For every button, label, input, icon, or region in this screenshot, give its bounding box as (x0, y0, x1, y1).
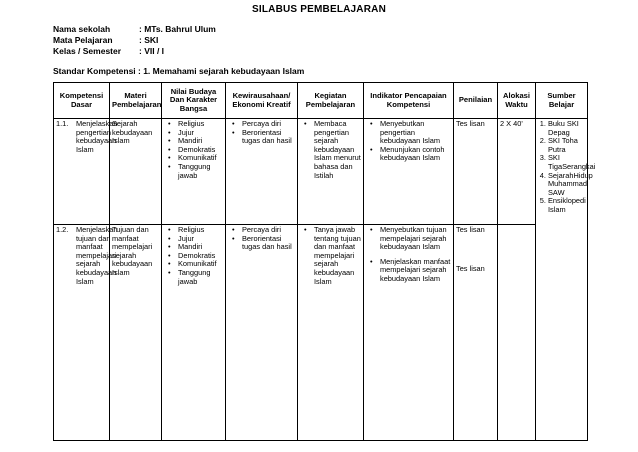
cell-alokasi: 2 X 40' (498, 119, 536, 225)
meta-row (53, 35, 216, 46)
meta-key: Mata Pelajaran (53, 35, 113, 45)
meta-value: : VII / I (139, 46, 165, 56)
meta-value: : SKI (139, 35, 159, 45)
cell-kegiatan (298, 225, 364, 441)
list-item: • Percaya diri (242, 120, 295, 129)
standar-kompetensi: Standar Kompetensi : 1. Memahami sejarah kebudayaan Islam (53, 66, 305, 76)
header-nilai: Nilai Budaya Dan Karakter Bangsa (162, 83, 226, 119)
meta-key: Nama sekolah (53, 24, 111, 34)
cell-indikator (364, 119, 454, 225)
cell-kegiatan (298, 119, 364, 225)
list-item: • Tanya jawab tentang tujuan dan manfaat mempelajari sejarah kebudayaan Islam (314, 226, 361, 286)
list-item: • Mandiri (178, 137, 223, 146)
list-item: 3. SKI TigaSerangkai (548, 154, 585, 171)
meta-key: Kelas / Semester (53, 46, 122, 56)
list-item: • Menunjukan contoh kebudayaan Islam (380, 146, 451, 163)
cell-nilai (162, 225, 226, 441)
kd-number: 1.2. (56, 225, 69, 234)
list-item: • Komunikatif (178, 260, 223, 269)
list-item: • Menyebutkan pengertian kebudayaan Islam (380, 120, 451, 146)
list-item: • Berorientasi tugas dan hasil (242, 235, 295, 252)
kd-text: Menjelaskan tujuan dan manfaat mempelajari sejarah kebudayaan Islam (76, 225, 118, 286)
cell-penilaian (454, 225, 498, 441)
table-header-row (54, 83, 588, 119)
list-item: 4. SejarahHidup Muhammad SAW (548, 172, 585, 198)
list-item: • Jujur (178, 129, 223, 138)
meta-value: : MTs. Bahrul Ulum (139, 24, 216, 34)
list-item: • Mandiri (178, 243, 223, 252)
meta-row (53, 46, 216, 57)
cell-materi: Tujuan dan manfaat mempelajari sejarah kebudayaan Islam (110, 225, 162, 441)
penilaian-item: Tes lisan (456, 225, 485, 234)
list-item: • Berorientasi tugas dan hasil (242, 129, 295, 146)
header-alokasi: Alokasi Waktu (498, 83, 536, 119)
page-title: SILABUS PEMBELAJARAN (251, 4, 386, 15)
header-sumber: Sumber Belajar (536, 83, 588, 119)
cell-kewira (226, 119, 298, 225)
list-item: 5. Ensiklopedi Islam (548, 197, 585, 214)
cell-penilaian: Tes lisan (454, 119, 498, 225)
meta-row (53, 24, 216, 35)
kd-text: Menjelaskan pengertian kebudayaan Islam (76, 119, 118, 154)
list-item: • Tanggung jawab (178, 269, 223, 286)
cell-indikator (364, 225, 454, 441)
header-kegiatan: Kegiatan Pembelajaran (298, 83, 364, 119)
list-item: • Percaya diri (242, 226, 295, 235)
syllabus-table (53, 82, 596, 441)
list-item: • Religius (178, 226, 223, 235)
document-meta (53, 24, 216, 57)
cell-materi: Sejarah kebudayaan Islam (110, 119, 162, 225)
list-item: • Demokratis (178, 252, 223, 261)
header-materi: Materi Pembelajaran (110, 83, 162, 119)
cell-kd (54, 119, 118, 225)
list-item: • Jujur (178, 235, 223, 244)
cell-sumber (536, 119, 596, 441)
header-indikator: Indikator Pencapaian Kompetensi (364, 83, 454, 119)
spacer (456, 235, 495, 265)
list-item: 1. Buku SKI Depag (548, 120, 585, 137)
cell-nilai (162, 119, 226, 225)
list-item: • Religius (178, 120, 223, 129)
penilaian-item: Tes lisan (456, 263, 485, 273)
table-row (54, 119, 588, 225)
cell-kewira (226, 225, 298, 441)
header-kewira: Kewirausahaan/ Ekonomi Kreatif (226, 83, 298, 119)
list-item: • Komunikatif (178, 154, 223, 163)
list-item: • Demokratis (178, 146, 223, 155)
list-item: • Menyebutkan tujuan mempelajari sejarah kebudayaan Islam (380, 226, 451, 252)
cell-alokasi (498, 225, 536, 441)
list-item: • Tanggung jawab (178, 163, 223, 180)
kd-number: 1.1. (56, 119, 69, 128)
cell-kd (54, 225, 118, 441)
table-row (54, 225, 588, 441)
list-item: 2. SKI Toha Putra (548, 137, 585, 154)
header-kd: Kompetensi Dasar (54, 83, 110, 119)
header-penilaian: Penilaian (454, 83, 498, 119)
list-item: • Membaca pengertian sejarah kebudayaan Islam menurut bahasa dan Istilah (314, 120, 361, 180)
list-item: • Menjelaskan manfaat mempelajari sejarah kebudayaan Islam (380, 258, 451, 284)
